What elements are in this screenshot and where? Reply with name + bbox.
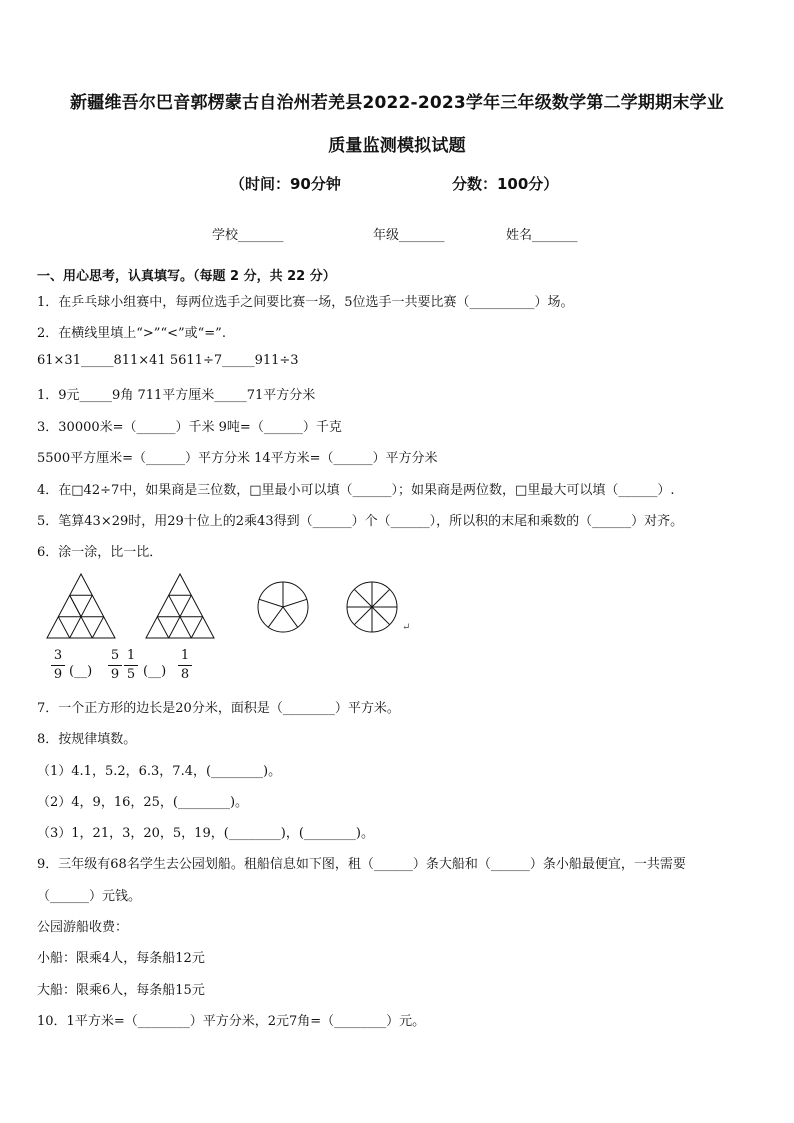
- question-8-part1: （1）4.1，5.2，6.3，7.4，(________)。: [37, 764, 282, 779]
- question-8-part2: （2）4，9，16，25，(________)。: [37, 795, 249, 810]
- question-8: 8．按规律填数。: [37, 732, 137, 747]
- fraction-5-9: 5 9: [108, 648, 122, 683]
- question-2: 2．在横线里填上“>”“<”或“=”.: [37, 326, 226, 341]
- question-8-part3: （3）1，21，3，20，5，19，(________)，(________)。: [37, 826, 374, 841]
- circle-five-parts: [258, 582, 308, 632]
- fraction-1-8: 1 8: [178, 648, 192, 683]
- triangle-figure-1: [47, 574, 115, 638]
- name-field: 姓名_______: [506, 228, 578, 243]
- circle-eight-parts: [347, 582, 397, 632]
- question-2-row2: 1．9元_____9角 711平方厘米_____71平方分米: [37, 388, 316, 403]
- boat-fee-heading: 公园游船收费：: [37, 920, 129, 935]
- question-9: 9．三年级有68名学生去公园划船。租船信息如下图，租（______）条大船和（______）条小船最便宜，一共需要: [37, 857, 686, 872]
- question-10: 10．1平方米=（________）平方分米，2元7角=（________）元。: [37, 1014, 426, 1029]
- fraction-3-9: 3 9: [51, 648, 65, 683]
- question-4: 4．在□42÷7中，如果商是三位数，□里最小可以填（______）；如果商是两位数，□里最大可以填（______）.: [37, 483, 675, 498]
- section-heading: 一、用心思考，认真填写。（每题 2 分，共 22 分）: [37, 269, 336, 284]
- exam-title-line2: 质量监测模拟试题: [328, 136, 466, 156]
- exam-score: 分数：100分）: [452, 175, 559, 193]
- question-2-row1: 61×31_____811×41 5611÷7_____911÷3: [37, 353, 299, 368]
- question-1: 1．在乒乓球小组赛中，每两位选手之间要比赛一场，5位选手一共要比赛（__________）场。: [37, 295, 574, 310]
- question-7: 7．一个正方形的边长是20分米，面积是（________）平方米。: [37, 701, 400, 716]
- fraction-figures: [0, 570, 794, 650]
- question-3-row1: 3．30000米=（______）千米 9吨=（______）千克: [37, 420, 342, 435]
- large-boat-fee: 大船：限乘6人，每条船15元: [37, 983, 205, 998]
- compare-blank-1: (__): [69, 664, 93, 679]
- school-field: 学校_______: [212, 228, 284, 243]
- return-mark-icon: ↵: [402, 622, 411, 633]
- small-boat-fee: 小船：限乘4人，每条船12元: [37, 951, 205, 966]
- compare-blank-2: (__): [143, 664, 167, 679]
- question-9-cont: （______）元钱。: [37, 889, 142, 904]
- question-3-row2: 5500平方厘米=（______）平方分米 14平方米=（______）平方分米: [37, 451, 438, 466]
- fraction-1-5: 1 5: [124, 648, 138, 683]
- exam-time: （时间：90分钟: [230, 175, 341, 193]
- exam-title-line1: 新疆维吾尔巴音郭楞蒙古自治州若羌县2022-2023学年三年级数学第二学期期末学业: [70, 93, 724, 113]
- question-6: 6．涂一涂，比一比．: [37, 545, 163, 560]
- triangle-figure-2: [146, 574, 214, 638]
- question-5: 5．笔算43×29时，用29十位上的2乘43得到（______）个（______），所以积的末尾和乘数的（______）对齐。: [37, 514, 684, 529]
- grade-field: 年级_______: [373, 228, 445, 243]
